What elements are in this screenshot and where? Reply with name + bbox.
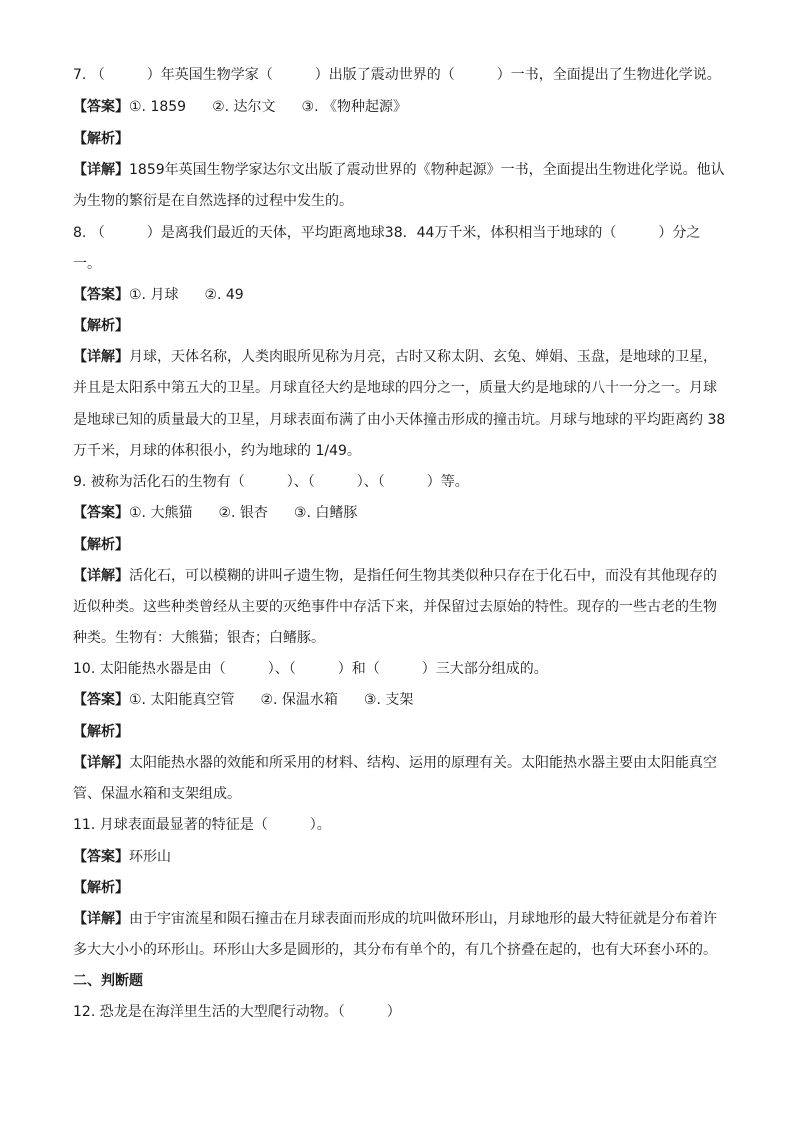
q7-detail-line-1: 【详解】1859年英国生物学家达尔文出版了震动世界的《物种起源》一书，全面提出生物进化学说。他认 <box>73 162 725 178</box>
q9-answer-2: ②. 银杏 <box>218 505 268 521</box>
q7-analysis-label: 【解析】 <box>73 131 129 147</box>
q12-stem: 12. 恐龙是在海洋里生活的大型爬行动物。（ ） <box>73 1004 401 1020</box>
q9-detail-line-2: 近似种类。这些种类曾经从主要的灭绝事件中存活下来，并保留过去原始的特性。现存的一些古老的生物 <box>73 599 717 615</box>
q8-stem-line-2: 一。 <box>73 256 101 272</box>
detail-label: 【详解】 <box>73 349 129 365</box>
section-title-judgement: 二、判断题 <box>73 973 143 989</box>
q10-stem: 10. 太阳能热水器是由（ ）、（ ）和（ ）三大部分组成的。 <box>73 661 548 677</box>
q7-answer-3: ③. 《物种起源》 <box>301 99 407 115</box>
q8-detail-line-2: 并且是太阳系中第五大的卫星。月球直径大约是地球的四分之一，质量大约是地球的八十一分之一。月球 <box>73 380 717 396</box>
q8-detail-line-4: 万千米，月球的体积很小，约为地球的 1/49。 <box>73 443 361 459</box>
q11-detail-line-2: 多大大小小的环形山。环形山大多是圆形的，其分布有单个的，有几个挤叠在起的，也有大环套小环的。 <box>73 942 717 958</box>
q9-stem: 9. 被称为活化石的生物有（ ）、（ ）、（ ）等。 <box>73 474 469 490</box>
detail-label: 【详解】 <box>73 568 129 584</box>
q10-answer <box>73 689 723 711</box>
q8-analysis-label: 【解析】 <box>73 318 129 334</box>
q10-detail-line-1: 【详解】太阳能热水器的效能和所采用的材料、结构、运用的原理有关。太阳能热水器主要由太阳能真空 <box>73 755 717 771</box>
detail-label: 【详解】 <box>73 755 129 771</box>
q7-answer-1: ①. 1859 <box>129 99 187 115</box>
q8-answer-2: ②. 49 <box>204 287 244 303</box>
q9-detail-line-3: 种类。生物有：大熊猫；银杏；白鳍豚。 <box>73 630 325 646</box>
q11-detail-line-1: 【详解】由于宇宙流星和陨石撞击在月球表面而形成的坑叫做环形山，月球地形的最大特征就是分布着许 <box>73 911 717 927</box>
q10-answer-1: ①. 太阳能真空管 <box>129 692 235 708</box>
q7-detail-line-2: 为生物的繁衍是在自然选择的过程中发生的。 <box>73 193 353 209</box>
q11-answer-value: 环形山 <box>129 849 171 865</box>
answer-label: 【答案】 <box>73 692 129 708</box>
answer-label: 【答案】 <box>73 287 129 303</box>
q11-answer <box>73 846 723 868</box>
detail-label: 【详解】 <box>73 911 129 927</box>
q10-detail-line-2: 管、保温水箱和支架组成。 <box>73 786 241 802</box>
q8-detail-line-3: 是地球已知的质量最大的卫星，月球表面布满了由小天体撞击形成的撞击坑。月球与地球的平均距离约 38 <box>73 412 726 428</box>
q9-answer <box>73 502 723 524</box>
q10-analysis-label: 【解析】 <box>73 724 129 740</box>
q8-answer <box>73 284 723 306</box>
q8-stem-line-1: 8. （ ）是离我们最近的天体，平均距离地球38．44万千米，体积相当于地球的（ ）分之 <box>73 225 701 241</box>
q7-answer-2: ②. 达尔文 <box>212 99 276 115</box>
q11-analysis-label: 【解析】 <box>73 880 129 896</box>
q7-stem: 7. （ ）年英国生物学家（ ）出版了震动世界的（ ）一书，全面提出了生物进化学说。 <box>73 67 721 83</box>
q11-stem: 11. 月球表面最显著的特征是（ ）。 <box>73 817 331 833</box>
answer-label: 【答案】 <box>73 99 129 115</box>
detail-label: 【详解】 <box>73 162 129 178</box>
q8-detail-line-1: 【详解】月球，天体名称，人类肉眼所见称为月亮，古时又称太阴、玄兔、婵娟、玉盘，是地球的卫星， <box>73 349 717 365</box>
q10-answer-3: ③. 支架 <box>363 692 414 708</box>
q8-answer-1: ①. 月球 <box>129 287 179 303</box>
q9-detail-line-1: 【详解】活化石，可以模糊的讲叫孑遗生物，是指任何生物其类似种只存在于化石中，而没有其他现存的 <box>73 568 717 584</box>
q9-analysis-label: 【解析】 <box>73 537 129 553</box>
q9-answer-1: ①. 大熊猫 <box>129 505 193 521</box>
answer-label: 【答案】 <box>73 849 129 865</box>
answer-label: 【答案】 <box>73 505 129 521</box>
q7-answer <box>73 96 723 118</box>
q9-answer-3: ③. 白鳍豚 <box>293 505 358 521</box>
q10-answer-2: ②. 保温水箱 <box>260 692 338 708</box>
